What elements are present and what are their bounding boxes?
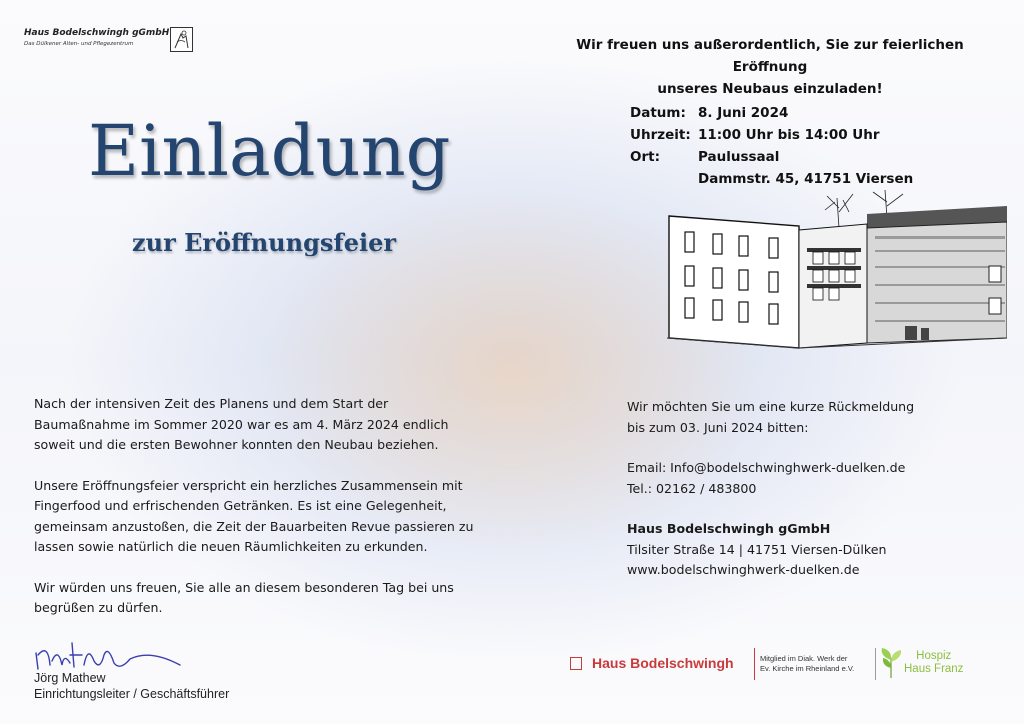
footer-brand: Haus Bodelschwingh (592, 655, 734, 671)
place-label: Ort: (630, 149, 660, 165)
signatory-name: Jörg Mathew (34, 671, 106, 685)
time-row (630, 124, 913, 146)
footer-divider-2 (875, 648, 876, 680)
hospiz-line-1: Hospiz (916, 650, 952, 662)
footer-hospiz (904, 650, 963, 676)
time-label: Uhrzeit: (630, 127, 691, 143)
headline-line-2: unseres Neubaus einzuladen! (657, 81, 883, 97)
rsvp-line-2: bis zum 03. Juni 2024 bitten: (627, 419, 809, 435)
page-title: Einladung (88, 110, 451, 192)
footer-divider (754, 648, 755, 680)
logo-mark-icon (170, 27, 193, 52)
paragraph-party: Unsere Eröffnungsfeier verspricht ein herzliches Zusammensein mit Fingerfood und erfrischenden Getränken. Es ist eine Gelegenheit, gemeinsam anzustoßen, die Zeit der Bauarbeiten Revue passieren zu lassen sowie natürlich die neuen Räumlichkeiten zu erkunden. (34, 477, 474, 554)
place-value: Paulussaal (698, 149, 780, 165)
org-address: Tilsiter Straße 14 | 41751 Viersen-Dülken (627, 541, 887, 557)
paragraph-welcome: Wir würden uns freuen, Sie alle an diesem besonderen Tag bei uns begrüßen zu dürfen. (34, 579, 454, 615)
body-text-left (34, 394, 484, 639)
membership-line-2: Ev. Kirche im Rheinland e.V. (760, 664, 855, 673)
place-row-2 (630, 168, 913, 190)
contact-block (627, 397, 1007, 601)
place-address: Dammstr. 45, 41751 Viersen (698, 171, 914, 187)
date-row (630, 102, 913, 124)
page-subtitle: zur Eröffnungsfeier (132, 228, 396, 257)
org-name: Haus Bodelschwingh gGmbH (627, 521, 831, 536)
paragraph-intro: Nach der intensiven Zeit des Planens und dem Start der Baumaßnahme im Sommer 2020 war es am 4. März 2024 endlich soweit und die ersten Bewohner konnten den Neubau beziehen. (34, 396, 449, 452)
org-website[interactable]: www.bodelschwinghwerk-duelken.de (627, 562, 860, 577)
time-value: 11:00 Uhr bis 14:00 Uhr (698, 127, 880, 143)
signatory-role: Einrichtungsleiter / Geschäftsführer (34, 687, 230, 701)
contact-email[interactable]: Email: Info@bodelschwinghwerk-duelken.de (627, 460, 906, 475)
membership-line-1: Mitglied im Diak. Werk der (760, 654, 848, 663)
rsvp-line-1: Wir möchten Sie um eine kurze Rückmeldung (627, 399, 915, 414)
date-label: Datum: (630, 105, 686, 121)
hospiz-line-2: Haus Franz (904, 663, 964, 675)
logo-subtitle: Das Dülkener Alten- und Pflegezentrum (24, 41, 134, 47)
event-details (630, 102, 913, 190)
contact-phone: Tel.: 02162 / 483800 (627, 480, 757, 496)
logo-name: Haus Bodelschwingh gGmbH (24, 28, 170, 38)
signatory (34, 670, 229, 702)
date-value: 8. Juni 2024 (698, 105, 789, 121)
headline-line-1: Wir freuen uns außerordentlich, Sie zur feierlichen Eröffnung (576, 37, 964, 75)
place-row (630, 146, 913, 168)
building-illustration (667, 188, 1007, 350)
leaf-logo-icon (878, 646, 904, 680)
footer-membership (760, 654, 854, 674)
headline (540, 34, 1000, 100)
brand-logo-icon (570, 657, 582, 670)
